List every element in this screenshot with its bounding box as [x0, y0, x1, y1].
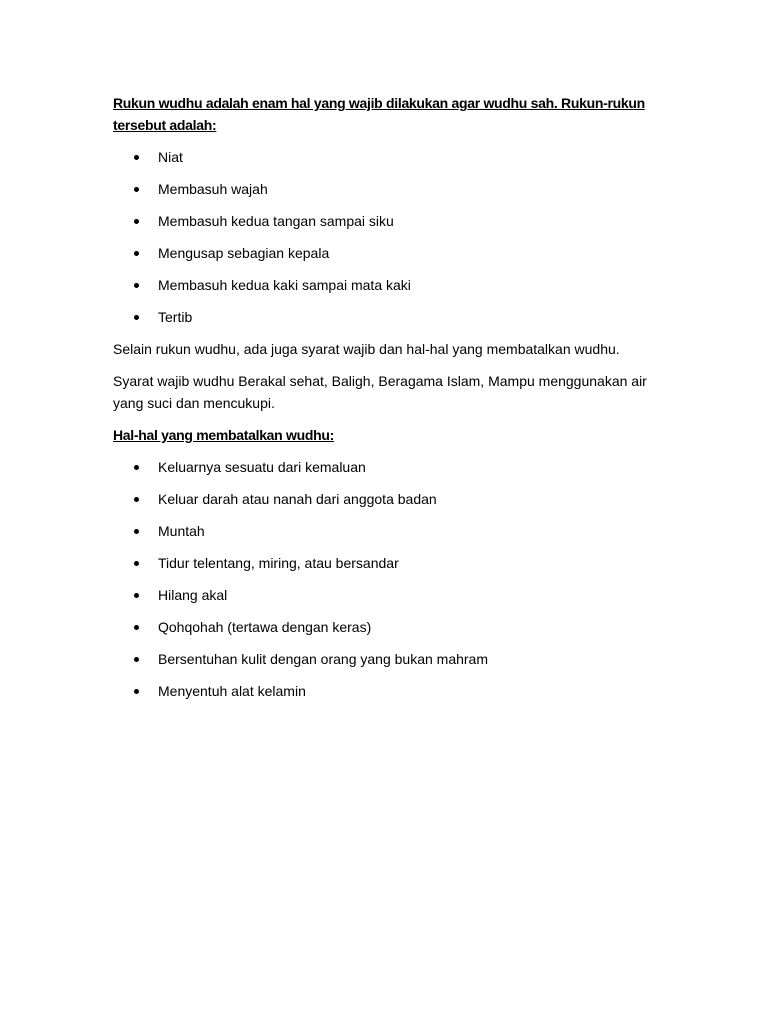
list-item-text: Membasuh wajah [158, 181, 268, 197]
list-item [113, 210, 653, 232]
list-item [113, 520, 653, 542]
list-item-text: Keluar darah atau nanah dari anggota badan [158, 491, 437, 507]
list-item [113, 306, 653, 328]
bullet-icon [134, 315, 139, 320]
list-item-text: Menyentuh alat kelamin [158, 683, 306, 699]
bullet-icon [134, 465, 139, 470]
list-item-text: Mengusap sebagian kepala [158, 245, 330, 261]
document-body [113, 92, 653, 712]
list-item [113, 616, 653, 638]
bullet-icon [134, 561, 139, 566]
list-item [113, 552, 653, 574]
bullet-icon [134, 155, 139, 160]
list-item [113, 456, 653, 478]
paragraph-syarat-intro: Selain rukun wudhu, ada juga syarat wajib dan hal-hal yang membatalkan wudhu. [113, 341, 620, 357]
pembatal-list [113, 456, 653, 702]
list-item-text: Membasuh kedua tangan sampai siku [158, 213, 394, 229]
list-item [113, 146, 653, 168]
bullet-icon [134, 625, 139, 630]
list-item [113, 584, 653, 606]
list-item-text: Qohqohah (tertawa dengan keras) [158, 619, 372, 635]
heading-rukun-wudhu: Rukun wudhu adalah enam hal yang wajib dilakukan agar wudhu sah. Rukun-rukun tersebut adalah: [113, 95, 645, 133]
bullet-icon [134, 497, 139, 502]
list-item [113, 648, 653, 670]
bullet-icon [134, 529, 139, 534]
bullet-icon [134, 593, 139, 598]
list-item-text: Tertib [158, 309, 193, 325]
bullet-icon [134, 187, 139, 192]
list-item [113, 178, 653, 200]
list-item-text: Bersentuhan kulit dengan orang yang bukan mahram [158, 651, 488, 667]
list-item-text: Tidur telentang, miring, atau bersandar [158, 555, 399, 571]
paragraph-syarat-wajib: Syarat wajib wudhu Berakal sehat, Baligh, Beragama Islam, Mampu menggunakan air yang suci dan mencukupi. [113, 373, 647, 411]
list-item-text: Membasuh kedua kaki sampai mata kaki [158, 277, 411, 293]
rukun-list [113, 146, 653, 328]
heading-pembatal-wudhu: Hal-hal yang membatalkan wudhu: [113, 427, 334, 443]
list-item [113, 680, 653, 702]
bullet-icon [134, 219, 139, 224]
list-item-text: Niat [158, 149, 183, 165]
list-item [113, 488, 653, 510]
list-item [113, 274, 653, 296]
bullet-icon [134, 689, 139, 694]
bullet-icon [134, 283, 139, 288]
list-item-text: Muntah [158, 523, 205, 539]
bullet-icon [134, 657, 139, 662]
list-item-text: Keluarnya sesuatu dari kemaluan [158, 459, 366, 475]
bullet-icon [134, 251, 139, 256]
list-item [113, 242, 653, 264]
list-item-text: Hilang akal [158, 587, 228, 603]
